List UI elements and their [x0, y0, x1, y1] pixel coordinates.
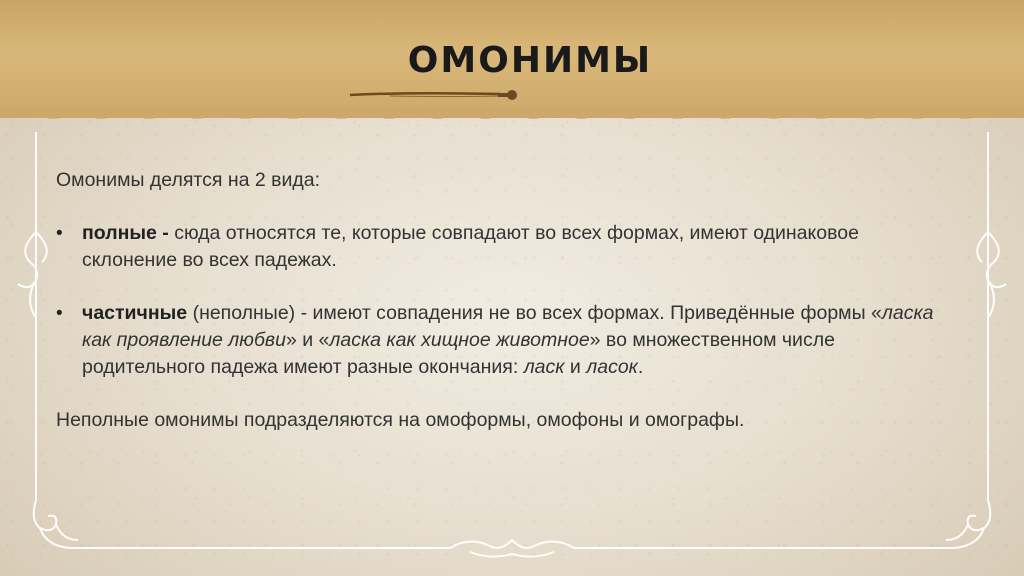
slide-content: [56, 167, 936, 434]
title-pen-ornament-icon: [350, 88, 524, 102]
partial-text-2: » и «: [285, 329, 330, 351]
bullet-list: [56, 220, 936, 381]
partial-text-4: и: [564, 356, 587, 378]
ending-lask: ласк: [523, 356, 565, 378]
partial-text-5: .: [637, 356, 644, 378]
full-description: сюда относятся те, которые совпадают во всех формах, имеют одинаковое склонение во всех падежах.: [82, 222, 859, 271]
term-full: полные -: [82, 222, 169, 244]
intro-text: Омонимы делятся на 2 вида:: [56, 169, 321, 191]
example-love: ласка как проявление любви: [82, 302, 934, 351]
partial-text-3: » во множественном числе родительного падежа имеют разные окончания:: [82, 329, 835, 378]
bullet-partial-homonyms: [56, 300, 936, 381]
bullet-icon: •: [56, 223, 63, 244]
example-animal: ласка как хищное животное: [329, 329, 590, 351]
bullet-icon: •: [56, 303, 63, 324]
bullet-full-homonyms: [56, 220, 936, 274]
closing-text: Неполные омонимы подразделяются на омоформы, омофоны и омографы.: [56, 409, 745, 431]
partial-text-1: (неполные) - имеют совпадения не во всех формах. Приведённые формы «: [187, 302, 882, 324]
ending-lasok: ласок: [586, 356, 638, 378]
term-partial: частичные: [82, 302, 188, 324]
slide-title: ОМОНИМЫ: [407, 40, 653, 81]
header-torn-edge: [0, 108, 1024, 124]
